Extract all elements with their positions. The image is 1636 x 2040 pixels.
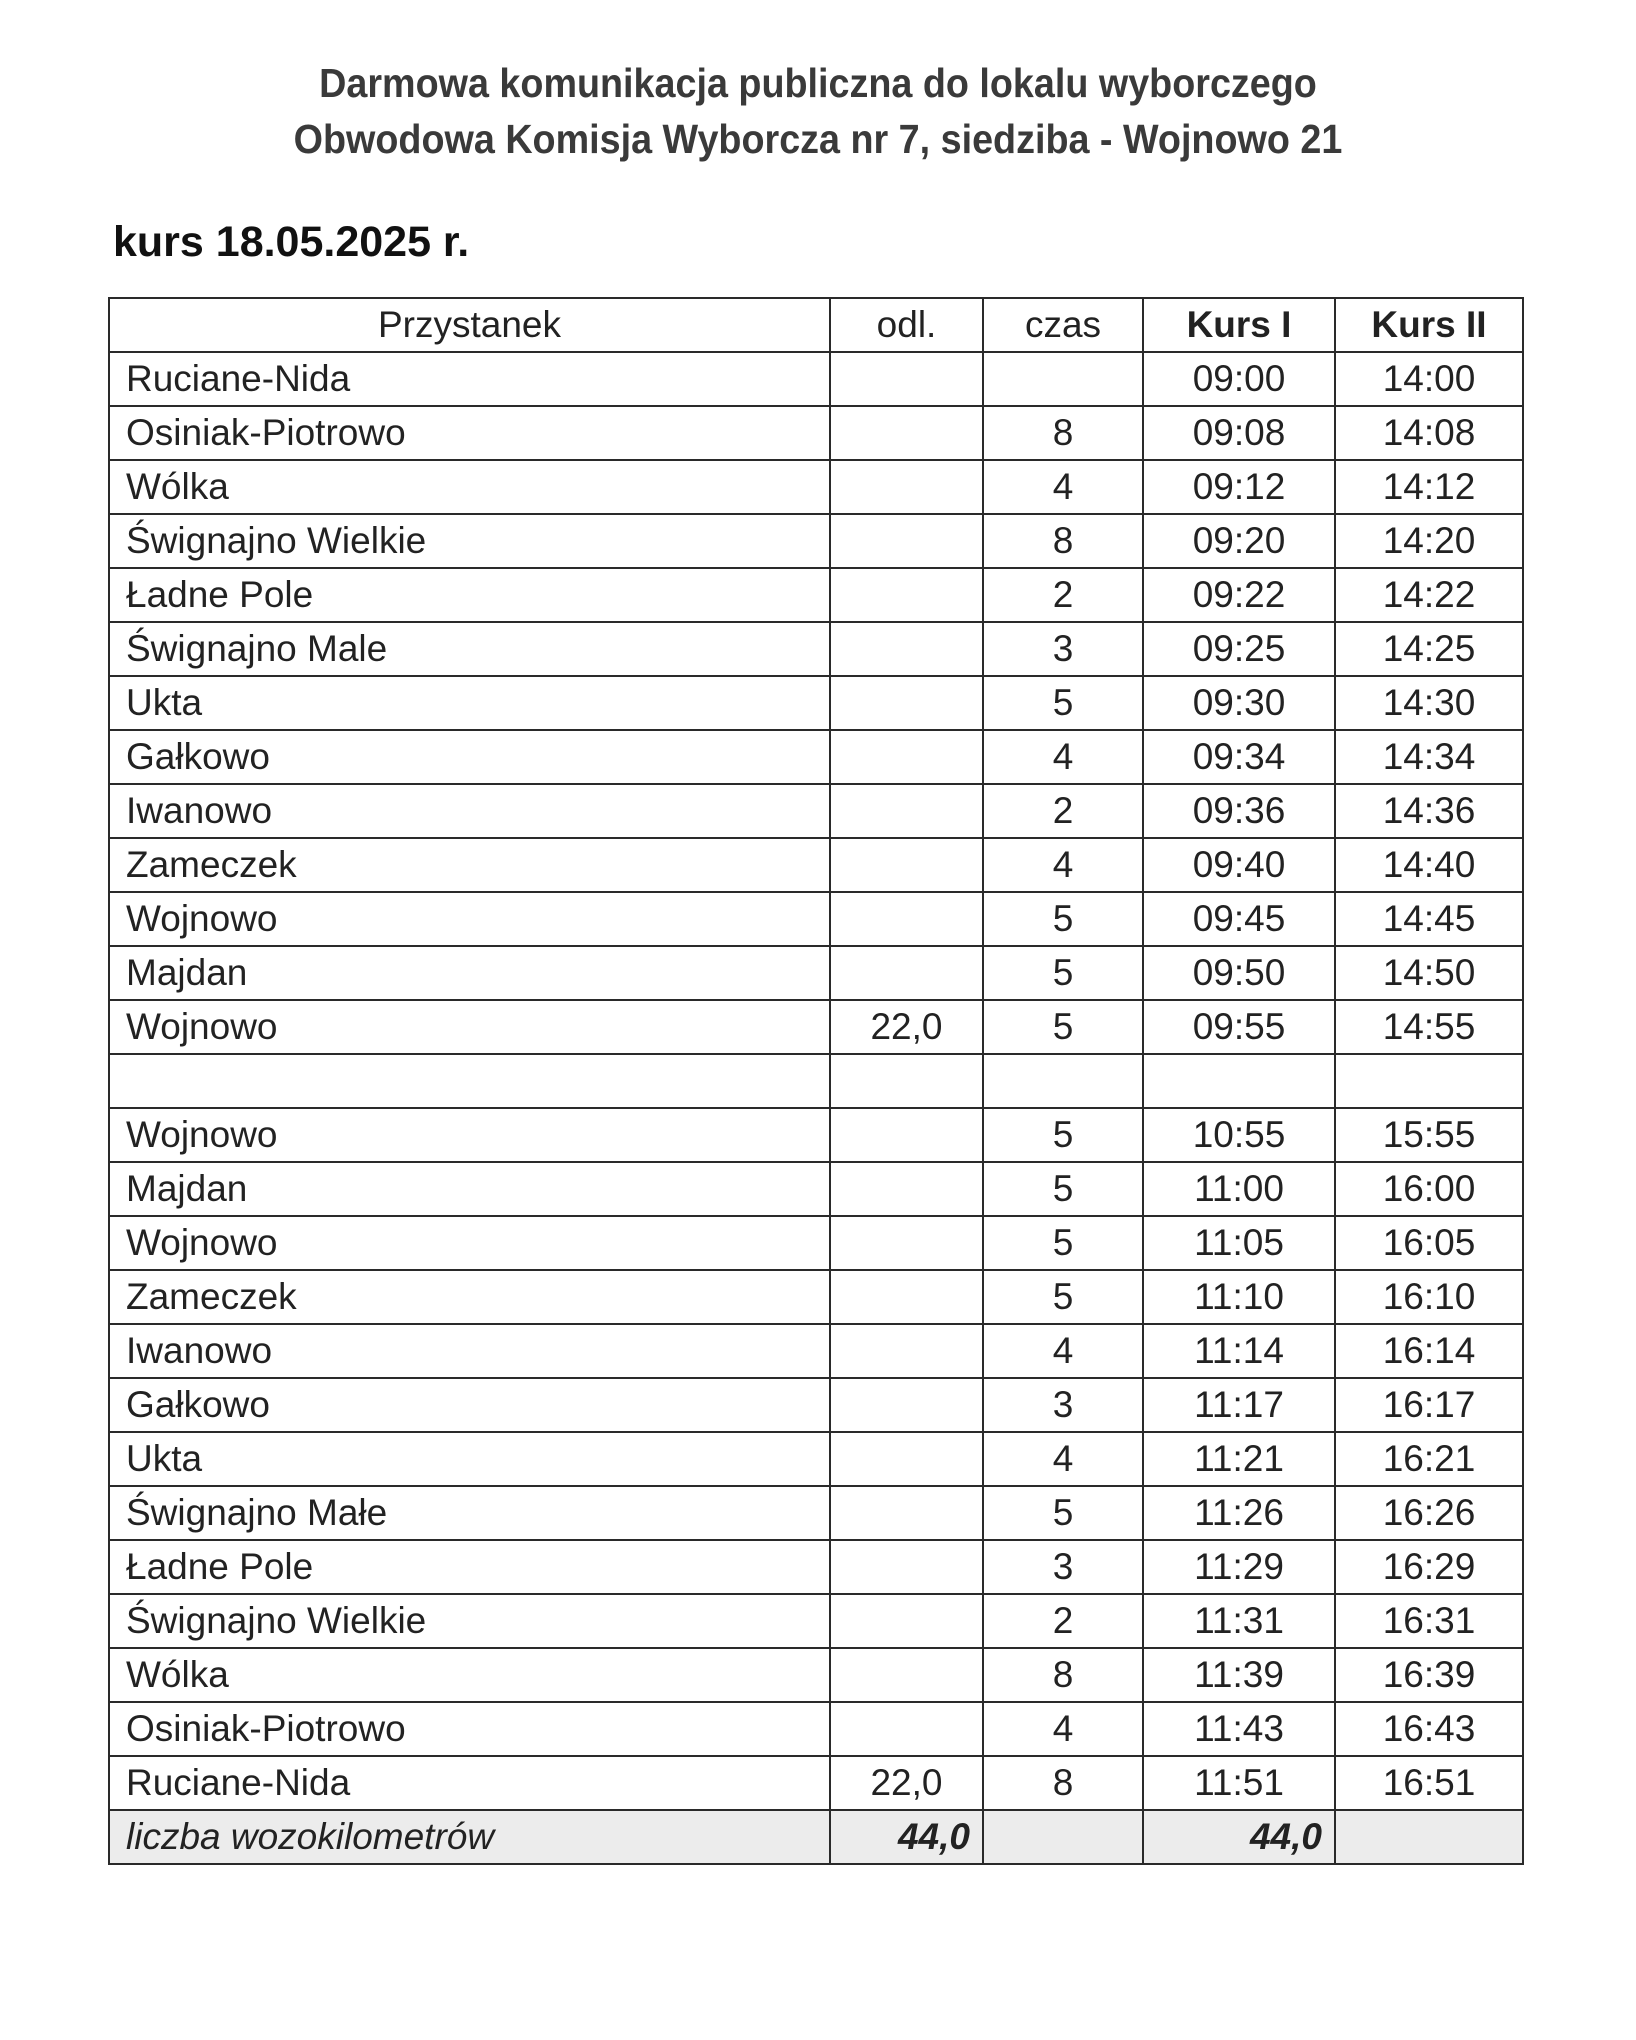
page-title: Darmowa komunikacja publiczna do lokalu wyborczego [319,60,1317,106]
cell-stop: Zameczek [109,838,830,892]
cell-stop: Iwanowo [109,1324,830,1378]
cell-time: 3 [983,1378,1143,1432]
cell-time: 4 [983,460,1143,514]
table-row [109,946,1523,1000]
cell-kurs-2: 14:20 [1335,514,1523,568]
cell-distance [830,1108,983,1162]
table-row [109,892,1523,946]
cell-kurs-2: 16:29 [1335,1540,1523,1594]
cell-distance: 22,0 [830,1756,983,1810]
table-row [109,1432,1523,1486]
table-row [109,1702,1523,1756]
cell-time: 5 [983,1108,1143,1162]
cell-kurs-1: 09:45 [1143,892,1335,946]
cell-distance [830,1486,983,1540]
total-time [983,1810,1143,1864]
cell-time: 5 [983,676,1143,730]
cell-time [983,1054,1143,1108]
cell-kurs-1 [1143,1054,1335,1108]
cell-time: 5 [983,1270,1143,1324]
course-date: kurs 18.05.2025 r. [113,218,470,266]
cell-kurs-2: 16:10 [1335,1270,1523,1324]
total-label: liczba wozokilometrów [109,1810,830,1864]
cell-kurs-1: 11:26 [1143,1486,1335,1540]
table-row [109,1108,1523,1162]
table-row [109,1756,1523,1810]
cell-kurs-2: 16:39 [1335,1648,1523,1702]
table-header-row [109,298,1523,352]
cell-distance [830,1054,983,1108]
table-row [109,784,1523,838]
table-row [109,406,1523,460]
cell-kurs-1: 11:29 [1143,1540,1335,1594]
cell-stop: Wojnowo [109,1216,830,1270]
table-row [109,622,1523,676]
cell-stop: Wojnowo [109,1108,830,1162]
cell-time: 2 [983,1594,1143,1648]
cell-kurs-2: 16:21 [1335,1432,1523,1486]
cell-kurs-1: 09:08 [1143,406,1335,460]
cell-distance: 22,0 [830,1000,983,1054]
column-header-kurs-1: Kurs I [1143,298,1335,352]
cell-distance [830,406,983,460]
table-row [109,1378,1523,1432]
table-row [109,676,1523,730]
total-distance: 44,0 [830,1810,983,1864]
cell-time [983,352,1143,406]
column-header-kurs-2: Kurs II [1335,298,1523,352]
column-header-distance: odl. [830,298,983,352]
cell-kurs-2: 14:45 [1335,892,1523,946]
cell-stop: Wólka [109,460,830,514]
cell-kurs-2: 14:36 [1335,784,1523,838]
cell-time: 5 [983,892,1143,946]
cell-kurs-2: 16:43 [1335,1702,1523,1756]
cell-stop: Ukta [109,1432,830,1486]
cell-stop: Śwignajno Wielkie [109,514,830,568]
cell-kurs-2: 16:14 [1335,1324,1523,1378]
cell-time: 3 [983,622,1143,676]
cell-time: 5 [983,1486,1143,1540]
cell-stop: Wojnowo [109,892,830,946]
cell-kurs-2: 14:30 [1335,676,1523,730]
cell-stop: Iwanowo [109,784,830,838]
cell-stop: Gałkowo [109,1378,830,1432]
cell-kurs-2: 16:51 [1335,1756,1523,1810]
cell-kurs-1: 09:36 [1143,784,1335,838]
table-row [109,1054,1523,1108]
cell-kurs-1: 09:00 [1143,352,1335,406]
cell-kurs-1: 11:10 [1143,1270,1335,1324]
cell-kurs-2: 14:34 [1335,730,1523,784]
cell-kurs-2: 14:12 [1335,460,1523,514]
cell-stop [109,1054,830,1108]
cell-distance [830,1324,983,1378]
cell-stop: Ładne Pole [109,568,830,622]
table-row [109,352,1523,406]
table-row [109,1486,1523,1540]
cell-kurs-2: 16:26 [1335,1486,1523,1540]
cell-kurs-1: 11:51 [1143,1756,1335,1810]
table-row [109,568,1523,622]
cell-distance [830,1432,983,1486]
table-row [109,460,1523,514]
cell-kurs-2: 15:55 [1335,1108,1523,1162]
cell-distance [830,1270,983,1324]
cell-distance [830,1702,983,1756]
cell-stop: Ruciane-Nida [109,1756,830,1810]
cell-stop: Śwignajno Wielkie [109,1594,830,1648]
cell-time: 8 [983,1756,1143,1810]
cell-distance [830,352,983,406]
cell-kurs-1: 09:50 [1143,946,1335,1000]
cell-distance [830,784,983,838]
cell-distance [830,460,983,514]
cell-distance [830,514,983,568]
cell-time: 8 [983,406,1143,460]
cell-kurs-1: 09:22 [1143,568,1335,622]
cell-stop: Majdan [109,1162,830,1216]
cell-distance [830,1540,983,1594]
cell-stop: Zameczek [109,1270,830,1324]
cell-distance [830,1648,983,1702]
cell-time: 4 [983,838,1143,892]
cell-time: 5 [983,1216,1143,1270]
column-header-stop: Przystanek [109,298,830,352]
total-kurs-2 [1335,1810,1523,1864]
cell-kurs-2: 14:55 [1335,1000,1523,1054]
table-row [109,514,1523,568]
table-row [109,1270,1523,1324]
table-row [109,1594,1523,1648]
cell-kurs-1: 11:31 [1143,1594,1335,1648]
cell-distance [830,1594,983,1648]
cell-stop: Śwignajno Małe [109,1486,830,1540]
total-kurs-1: 44,0 [1143,1810,1335,1864]
column-header-time: czas [983,298,1143,352]
cell-kurs-1: 11:21 [1143,1432,1335,1486]
cell-kurs-1: 09:40 [1143,838,1335,892]
cell-time: 2 [983,784,1143,838]
cell-kurs-1: 09:20 [1143,514,1335,568]
cell-stop: Osiniak-Piotrowo [109,406,830,460]
cell-time: 4 [983,1432,1143,1486]
cell-distance [830,622,983,676]
cell-time: 4 [983,1324,1143,1378]
cell-kurs-2: 14:40 [1335,838,1523,892]
cell-kurs-1: 09:55 [1143,1000,1335,1054]
cell-kurs-2: 16:17 [1335,1378,1523,1432]
table-row [109,1540,1523,1594]
page-subtitle: Obwodowa Komisja Wyborcza nr 7, siedziba - Wojnowo 21 [293,116,1343,162]
cell-time: 8 [983,1648,1143,1702]
cell-kurs-1: 11:00 [1143,1162,1335,1216]
cell-distance [830,946,983,1000]
cell-kurs-1: 11:17 [1143,1378,1335,1432]
cell-kurs-2: 14:50 [1335,946,1523,1000]
cell-stop: Wólka [109,1648,830,1702]
cell-kurs-1: 09:30 [1143,676,1335,730]
cell-stop: Gałkowo [109,730,830,784]
cell-stop: Ukta [109,676,830,730]
table-row [109,1000,1523,1054]
cell-distance [830,892,983,946]
table-row [109,1648,1523,1702]
cell-kurs-2 [1335,1054,1523,1108]
timetable [108,297,1524,1865]
cell-distance [830,1216,983,1270]
table-body [109,352,1523,1810]
cell-time: 3 [983,1540,1143,1594]
cell-time: 4 [983,730,1143,784]
total-row [109,1810,1523,1864]
cell-kurs-2: 14:25 [1335,622,1523,676]
table-row [109,1216,1523,1270]
cell-kurs-1: 11:05 [1143,1216,1335,1270]
cell-distance [830,1162,983,1216]
cell-kurs-2: 16:31 [1335,1594,1523,1648]
cell-kurs-2: 14:00 [1335,352,1523,406]
cell-distance [830,838,983,892]
cell-kurs-1: 09:34 [1143,730,1335,784]
cell-stop: Ruciane-Nida [109,352,830,406]
cell-kurs-1: 11:39 [1143,1648,1335,1702]
cell-stop: Wojnowo [109,1000,830,1054]
table-row [109,1324,1523,1378]
cell-time: 5 [983,1162,1143,1216]
cell-kurs-2: 16:00 [1335,1162,1523,1216]
table-row [109,730,1523,784]
cell-kurs-1: 11:43 [1143,1702,1335,1756]
cell-kurs-2: 16:05 [1335,1216,1523,1270]
cell-stop: Majdan [109,946,830,1000]
cell-time: 5 [983,1000,1143,1054]
cell-distance [830,1378,983,1432]
cell-time: 2 [983,568,1143,622]
cell-time: 8 [983,514,1143,568]
cell-distance [830,676,983,730]
cell-distance [830,730,983,784]
cell-kurs-2: 14:08 [1335,406,1523,460]
cell-kurs-1: 10:55 [1143,1108,1335,1162]
cell-kurs-1: 09:25 [1143,622,1335,676]
cell-distance [830,568,983,622]
table-row [109,1162,1523,1216]
cell-kurs-1: 09:12 [1143,460,1335,514]
cell-kurs-1: 11:14 [1143,1324,1335,1378]
cell-stop: Ładne Pole [109,1540,830,1594]
cell-kurs-2: 14:22 [1335,568,1523,622]
cell-stop: Osiniak-Piotrowo [109,1702,830,1756]
table-row [109,838,1523,892]
cell-stop: Śwignajno Male [109,622,830,676]
cell-time: 4 [983,1702,1143,1756]
cell-time: 5 [983,946,1143,1000]
